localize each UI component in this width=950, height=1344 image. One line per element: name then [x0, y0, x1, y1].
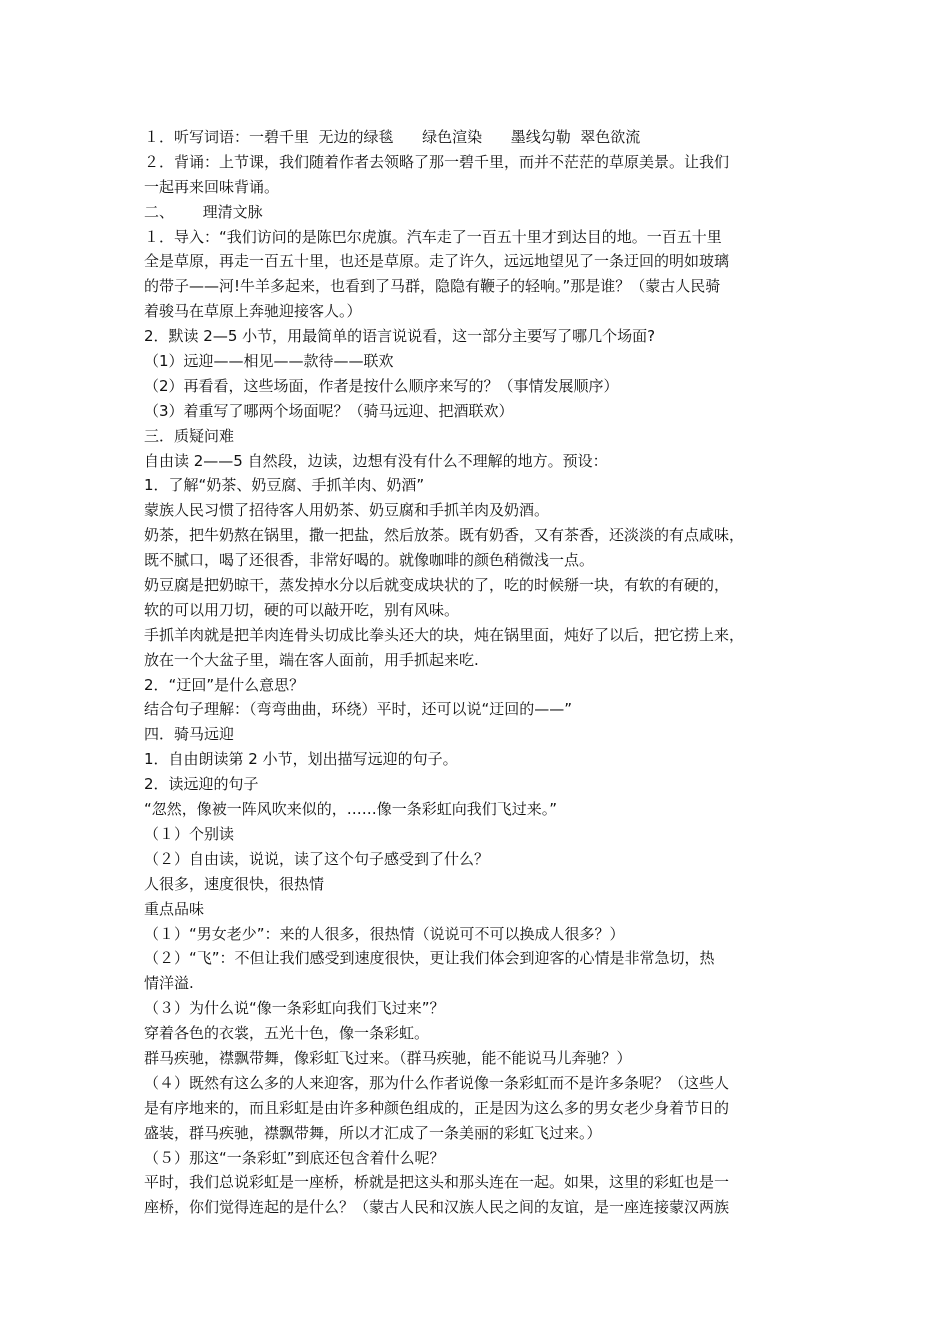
- text-line: （１）“男女老少”：来的人很多，很热情（说说可不可以换成人很多？）: [144, 924, 625, 943]
- text-line: （1）远迎——相见——款待——联欢: [144, 352, 394, 371]
- text-line: 奶茶，把牛奶熬在锅里，撒一把盐，然后放茶。既有奶香，又有茶香，还淡淡的有点咸味，: [144, 526, 745, 545]
- text-line: 放在一个大盆子里，端在客人面前，用手抓起来吃.: [144, 650, 479, 669]
- section-heading: 四．骑马远迎: [144, 725, 235, 744]
- text-line: （2）再看看，这些场面，作者是按什么顺序来写的？（事情发展顺序）: [144, 376, 619, 395]
- text-line: （３）为什么说“像一条彩虹向我们飞过来”？: [144, 999, 445, 1018]
- text-line: 1．了解“奶茶、奶豆腐、手抓羊肉、奶酒”: [144, 476, 425, 495]
- text-line: 穿着各色的衣裳，五光十色，像一条彩虹。: [144, 1024, 430, 1043]
- text-line: 是有序地来的，而且彩虹是由许多种颜色组成的，正是因为这么多的男女老少身着节日的: [144, 1098, 730, 1117]
- text-line: 座桥，你们觉得连起的是什么？（蒙古人民和汉族人民之间的友谊，是一座连接蒙汉两族: [144, 1198, 730, 1217]
- text-line: １．听写词语：一碧千里 无边的绿毯 绿色渲染 墨线勾勒 翠色欲流: [144, 128, 641, 146]
- text-line: 的带子——河!牛羊多起来，也看到了马群，隐隐有鞭子的轻响。”那是谁？（蒙古人民骑: [144, 277, 721, 296]
- text-line: （２）“飞”：不但让我们感受到速度很快，更让我们体会到迎客的心情是非常急切，热: [144, 949, 715, 968]
- text-line: 既不腻口，喝了还很香，非常好喝的。就像咖啡的颜色稍微浅一点。: [144, 551, 595, 570]
- section-heading: 三．质疑问难: [144, 426, 235, 445]
- text-line: 2．“迂回”是什么意思？: [144, 675, 305, 694]
- text-line: “忽然，像被一阵风吹来似的，……像一条彩虹向我们飞过来。”: [144, 800, 558, 819]
- text-line: 2．默读 2—5 小节，用最简单的语言说说看，这一部分主要写了哪几个场面?: [144, 327, 656, 346]
- text-line: 2．读远迎的句子: [144, 775, 259, 794]
- text-line: 软的可以用刀切，硬的可以敲开吃，别有风味。: [144, 600, 460, 619]
- text-line: 结合句子理解：（弯弯曲曲，环绕）平时，还可以说“迂回的——”: [144, 700, 573, 719]
- text-line: （４）既然有这么多的人来迎客，那为什么作者说像一条彩虹而不是许多条呢？（这些人: [144, 1073, 730, 1092]
- document-body: [144, 125, 804, 1220]
- text-line: 群马疾驰，襟飘带舞，像彩虹飞过来。（群马疾驰，能不能说马儿奔驰？）: [144, 1048, 632, 1067]
- text-line: 盛装，群马疾驰，襟飘带舞，所以才汇成了一条美丽的彩虹飞过来。）: [144, 1123, 602, 1142]
- text-line: 手抓羊肉就是把羊肉连骨头切成比拳头还大的块，炖在锅里面，炖好了以后，把它捞上来，: [144, 625, 745, 644]
- text-line: （3）着重写了哪两个场面呢？（骑马远迎、把酒联欢）: [144, 401, 514, 420]
- section-heading: 二、 理清文脉: [144, 202, 263, 221]
- text-line: 全是草原，再走一百五十里，也还是草原。走了许久，远远地望见了一条迂回的明如玻璃: [144, 252, 730, 271]
- text-line: 人很多，速度很快，很热情: [144, 874, 325, 893]
- text-line: （２）自由读，说说，读了这个句子感受到了什么？: [144, 849, 490, 868]
- text-line: ２．背诵：上节课，我们随着作者去领略了那一碧千里，而并不茫茫的草原美景。让我们: [144, 152, 730, 171]
- text-line: 着骏马在草原上奔驰迎接客人。）: [144, 302, 362, 321]
- text-line: 奶豆腐是把奶晾干，蒸发掉水分以后就变成块状的了，吃的时候掰一块，有软的有硬的，: [144, 576, 730, 595]
- text-line: １．导入：“我们访问的是陈巴尔虎旗。汽车走了一百五十里才到达目的地。一百五十里: [144, 227, 722, 246]
- text-line: 重点品味: [144, 899, 205, 918]
- text-line: （１）个别读: [144, 824, 235, 843]
- text-line: 平时，我们总说彩虹是一座桥，桥就是把这头和那头连在一起。如果，这里的彩虹也是一: [144, 1173, 730, 1192]
- text-line: 蒙族人民习惯了招待客人用奶茶、奶豆腐和手抓羊肉及奶酒。: [144, 501, 550, 520]
- text-line: 1．自由朗读第 2 小节，划出描写远迎的句子。: [144, 750, 458, 769]
- text-line: 一起再来回味背诵。: [144, 177, 280, 196]
- text-line: 自由读 2——5 自然段，边读，边想有没有什么不理解的地方。预设：: [144, 451, 608, 470]
- text-line: 情洋溢.: [144, 974, 194, 993]
- text-line: （５）那这“一条彩虹”到底还包含着什么呢？: [144, 1148, 445, 1167]
